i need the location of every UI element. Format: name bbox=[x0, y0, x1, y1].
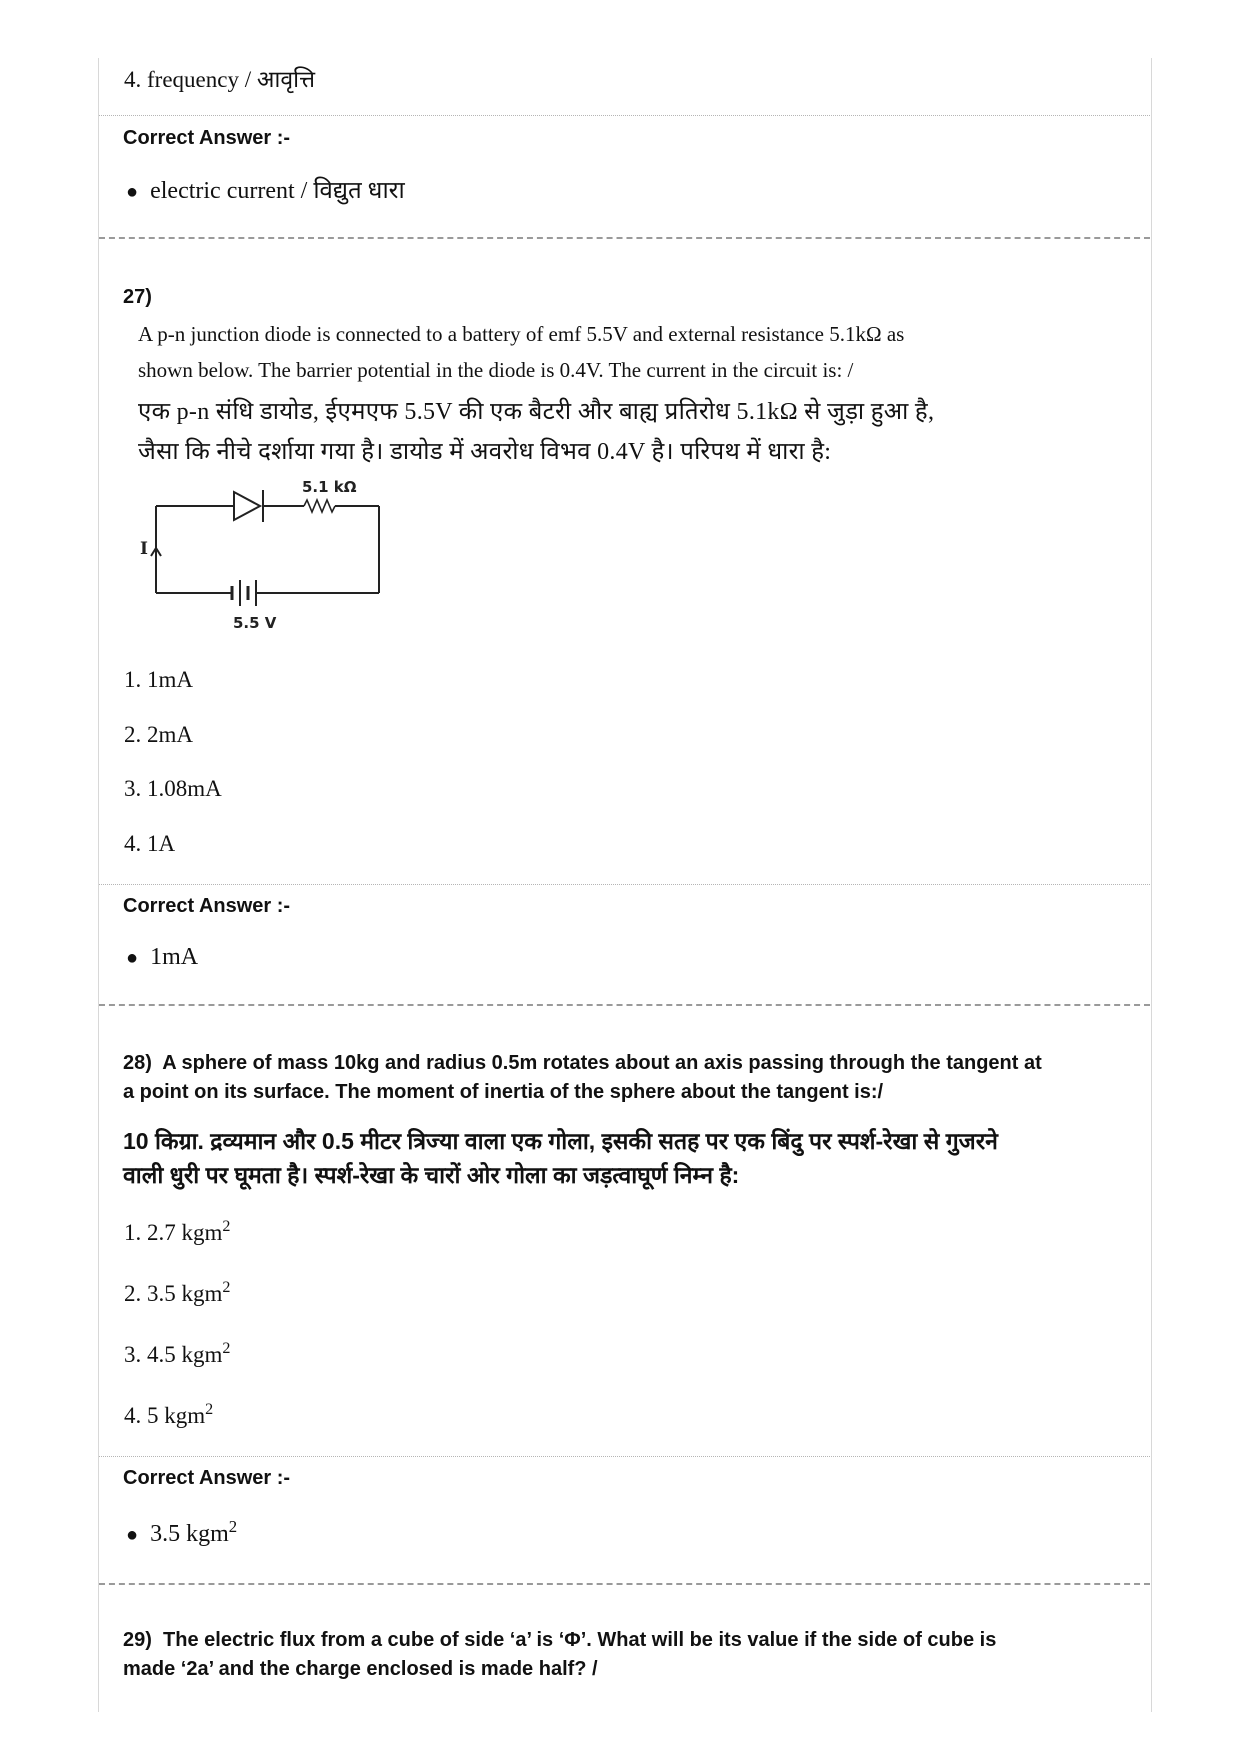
correct-answer-label: Correct Answer :- bbox=[123, 1467, 291, 1489]
question-text-hi bbox=[138, 392, 1078, 472]
divider bbox=[99, 115, 1150, 116]
correct-answer-label: Correct Answer :- bbox=[123, 895, 291, 917]
question-line: shown below. The barrier potential in the diode is 0.4V. The current in the circuit is: / bbox=[138, 358, 854, 382]
page-frame bbox=[98, 58, 1152, 1712]
question-separator bbox=[99, 237, 1150, 239]
divider bbox=[99, 1456, 1150, 1457]
correct-answer-item bbox=[126, 944, 198, 971]
correct-answer-item bbox=[126, 1516, 238, 1548]
option-2[interactable]: 2. 3.5 kgm$^2$ bbox=[124, 1279, 231, 1306]
exponent: 2 bbox=[228, 1516, 238, 1536]
divider bbox=[99, 884, 1150, 885]
question-separator bbox=[99, 1583, 1150, 1585]
correct-answer-value: 3.5 kgm bbox=[150, 1521, 229, 1547]
question-number: 28) bbox=[123, 1052, 152, 1074]
exponent: 2 bbox=[222, 1340, 231, 1358]
option-3[interactable]: 3. 1.08mA bbox=[124, 776, 222, 801]
question-number: 29) bbox=[123, 1629, 152, 1651]
bullet-icon: ● bbox=[126, 1524, 139, 1546]
exponent: 2 bbox=[222, 1218, 231, 1236]
question-line: एक p-n संधि डायोड, ईएमएफ 5.5V की एक बैटरी और बाह्य प्रतिरोध 5.1kΩ से जुड़ा हुआ है, bbox=[138, 399, 935, 425]
question-separator bbox=[99, 1004, 1150, 1006]
resistor-label: 5.1 kΩ bbox=[302, 478, 357, 496]
question-text-en bbox=[123, 1626, 1133, 1684]
correct-answer-value: electric current / विद्युत धारा bbox=[150, 178, 405, 204]
question-line: A p-n junction diode is connected to a battery of emf 5.5V and external resistance 5.1kΩ as bbox=[138, 322, 905, 346]
question-line: 29) The electric flux from a cube of side ‘a’ is ‘Φ’. What will be its value if the side of cube is bbox=[123, 1629, 997, 1651]
option-4[interactable]: 4. 5 kgm$^2$ bbox=[124, 1401, 214, 1428]
question-number: 27) bbox=[123, 286, 152, 308]
current-label: I bbox=[140, 539, 148, 559]
diode-symbol bbox=[234, 492, 260, 520]
correct-answer-value: 1mA bbox=[150, 944, 199, 970]
question-line: 28) A sphere of mass 10kg and radius 0.5m rotates about an axis passing through the tangent at bbox=[123, 1052, 1042, 1074]
exponent: 2 bbox=[222, 1279, 231, 1297]
exponent: 2 bbox=[205, 1401, 214, 1419]
question-line: made ‘2a’ and the charge enclosed is made half? / bbox=[123, 1658, 598, 1680]
question-line: वाली धुरी पर घूमता है। स्पर्श-रेखा के चारों ओर गोला का जड़त्वाघूर्ण निम्न है: bbox=[123, 1162, 740, 1188]
bullet-icon: ● bbox=[126, 181, 139, 203]
question-text-hi bbox=[123, 1124, 1133, 1192]
question-text-en bbox=[138, 316, 1078, 388]
battery-label: 5.5 V bbox=[233, 614, 277, 632]
question-line: a point on its surface. The moment of inertia of the sphere about the tangent is:/ bbox=[123, 1081, 884, 1103]
question-line: जैसा कि नीचे दर्शाया गया है। डायोड में अवरोध विभव 0.4V है। परिपथ में धारा है: bbox=[138, 439, 832, 465]
resistor-symbol bbox=[304, 500, 335, 512]
bullet-icon: ● bbox=[126, 947, 139, 969]
circuit-diagram bbox=[130, 470, 400, 635]
option-1[interactable]: 1. 1mA bbox=[124, 667, 193, 692]
correct-answer-item bbox=[126, 173, 405, 206]
option-3[interactable]: 3. 4.5 kgm$^2$ bbox=[124, 1340, 231, 1367]
option-4[interactable]: 4. 1A bbox=[124, 831, 176, 856]
option-2[interactable]: 2. 2mA bbox=[124, 722, 193, 747]
option-1[interactable]: 1. 2.7 kgm$^2$ bbox=[124, 1218, 231, 1245]
question-line: 10 किग्रा. द्रव्यमान और 0.5 मीटर त्रिज्या वाला एक गोला, इसकी सतह पर एक बिंदु पर स्पर्श-रेखा से गुजरने bbox=[123, 1128, 998, 1154]
question-text-en bbox=[123, 1049, 1133, 1107]
correct-answer-label: Correct Answer :- bbox=[123, 127, 291, 149]
prev-option-4: 4. frequency / आवृत्ति bbox=[124, 67, 315, 92]
